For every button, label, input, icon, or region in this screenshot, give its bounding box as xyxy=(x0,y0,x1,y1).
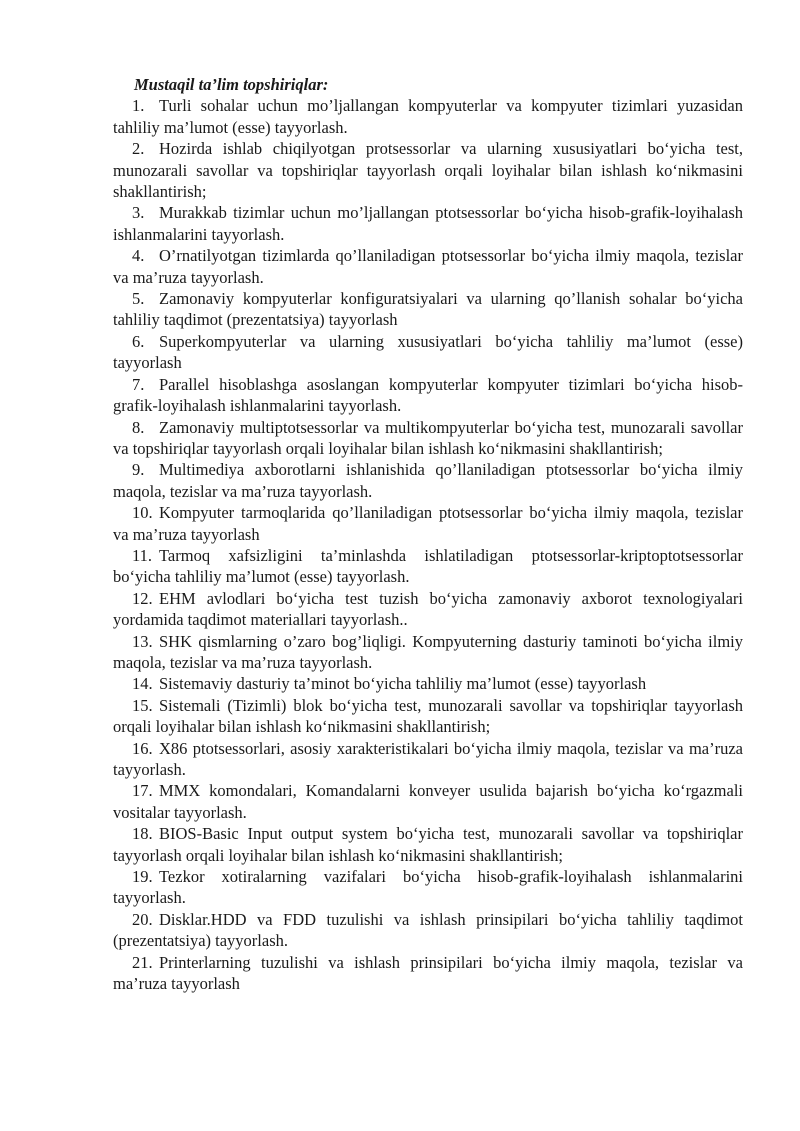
task-item xyxy=(113,374,743,417)
task-number: 15. xyxy=(132,695,153,715)
task-text: Zamonaviy multiptotsessorlar va multikompyuterlar bo‘yicha test, munozarali savollar va topshiriqlar tayyorlash orqali loyihalar bilan ishlash ko‘nikmasini shakllantirish; xyxy=(113,417,743,458)
task-text: MMX komondalari, Komandalarni konveyer usulida bajarish bo‘yicha ko‘rgazmali vositalar tayyorlash. xyxy=(113,781,743,822)
task-text: Zamonaviy kompyuterlar konfiguratsiyalari va ularning qo’llanish sohalar bo‘yicha tahliliy taqdimot (prezentatsiya) tayyorlash xyxy=(113,289,743,330)
task-item xyxy=(113,823,743,866)
task-item xyxy=(113,202,743,245)
document-page xyxy=(113,74,743,994)
task-item xyxy=(113,459,743,502)
task-text: Sistemaviy dasturiy ta’minot bo‘yicha tahliliy ma’lumot (esse) tayyorlash xyxy=(159,674,647,694)
task-text: Murakkab tizimlar uchun mo’ljallangan ptotsessorlar bo‘yicha hisob-grafik-loyihalash ishlanmalarini tayyorlash. xyxy=(113,203,743,244)
task-number: 12. xyxy=(132,588,153,608)
task-number: 21. xyxy=(132,952,153,972)
task-item xyxy=(113,417,743,460)
task-item xyxy=(113,695,743,738)
task-number: 14. xyxy=(132,674,153,694)
task-item xyxy=(113,866,743,909)
task-list xyxy=(113,95,743,994)
task-text: EHM avlodlari bo‘yicha test tuzish bo‘yicha zamonaviy axborot texnologiyalari yordamida taqdimot materiallari tayyorlash.. xyxy=(113,588,743,630)
task-item xyxy=(113,631,743,674)
task-number: 5. xyxy=(132,289,145,309)
task-item xyxy=(113,780,743,823)
task-text: Parallel hisoblashga asoslangan kompyuterlar kompyuter tizimlari bo‘yicha hisob-grafik-loyihalash ishlanmalarini tayyorlash. xyxy=(113,374,743,416)
task-number: 20. xyxy=(132,909,153,929)
task-number: 11. xyxy=(132,545,153,565)
task-item xyxy=(113,245,743,288)
task-number: 3. xyxy=(132,203,145,223)
task-item xyxy=(113,502,743,545)
task-item xyxy=(113,738,743,781)
task-item xyxy=(113,138,743,202)
task-number: 1. xyxy=(132,96,145,116)
task-number: 4. xyxy=(132,246,145,266)
task-text: Tezkor xotiralarning vazifalari bo‘yicha hisob-grafik-loyihalash ishlanmalarini tayyorlash. xyxy=(113,867,743,908)
task-item xyxy=(113,952,743,995)
task-text: O’rnatilyotgan tizimlarda qo’llaniladigan ptotsessorlar bo‘yicha ilmiy maqola, tezislar va ma’ruza tayyorlash. xyxy=(113,246,743,287)
task-number: 8. xyxy=(132,417,145,437)
task-text: Tarmoq xafsizligini ta’minlashda ishlatiladigan ptotsessorlar-kriptoptotsessorlar bo‘yicha tahliliy ma’lumot (esse) tayyorlash. xyxy=(113,545,743,587)
task-item xyxy=(113,95,743,138)
task-text: Hozirda ishlab chiqilyotgan protsessorlar va ularning xususiyatlari bo‘yicha test, munozarali savollar va topshiriqlar tayyorlash orqali loyihalar bilan ishlash ko‘nikmasini shakllantirish; xyxy=(113,139,743,202)
task-text: Kompyuter tarmoqlarida qo’llaniladigan ptotsessorlar bo‘yicha ilmiy maqola, tezislar va ma’ruza tayyorlash xyxy=(113,503,743,544)
task-number: 9. xyxy=(132,460,145,480)
task-number: 10. xyxy=(132,503,153,523)
task-text: X86 ptotsessorlari, asosiy xarakteristikalari bo‘yicha ilmiy maqola, tezislar va ma’ruza tayyorlash. xyxy=(113,738,743,779)
task-item xyxy=(113,909,743,952)
task-text: Superkompyuterlar va ularning xususiyatlari bo‘yicha tahliliy ma’lumot (esse) tayyorlash xyxy=(113,331,743,373)
task-number: 13. xyxy=(132,631,153,651)
task-item xyxy=(113,545,743,588)
task-text: Disklar.HDD va FDD tuzulishi va ishlash prinsipilari bo‘yicha tahliliy taqdimot (prezentatsiya) tayyorlash. xyxy=(113,909,743,951)
section-heading: Mustaqil ta’lim topshiriqlar: xyxy=(134,75,329,94)
task-text: SHK qismlarning o’zaro bog’liqligi. Kompyuterning dasturiy taminoti bo‘yicha ilmiy maqola, tezislar va ma’ruza tayyorlash. xyxy=(113,631,743,672)
task-number: 2. xyxy=(132,139,145,159)
task-item xyxy=(113,331,743,374)
task-text: Printerlarning tuzulishi va ishlash prinsipilari bo‘yicha ilmiy maqola, tezislar va ma’ruza tayyorlash xyxy=(113,952,743,994)
task-number: 19. xyxy=(132,867,153,887)
task-text: Multimediya axborotlarni ishlanishida qo’llaniladigan ptotsessorlar bo‘yicha ilmiy maqola, tezislar va ma’ruza tayyorlash. xyxy=(113,460,743,501)
task-number: 7. xyxy=(132,374,145,394)
task-item xyxy=(113,588,743,631)
task-number: 17. xyxy=(132,781,153,801)
task-item xyxy=(113,673,743,694)
task-text: Sistemali (Tizimli) blok bo‘yicha test, munozarali savollar va topshiriqlar tayyorlash orqali loyihalar bilan ishlash ko‘nikmasini shakllantirish; xyxy=(113,695,743,737)
task-text: BIOS-Basic Input output system bo‘yicha test, munozarali savollar va topshiriqlar tayyorlash orqali loyihalar bilan ishlash ko‘nikmasini shakllantirish; xyxy=(113,824,743,865)
task-number: 16. xyxy=(132,738,153,758)
task-number: 6. xyxy=(132,331,145,351)
task-item xyxy=(113,288,743,331)
task-number: 18. xyxy=(132,824,153,844)
task-text: Turli sohalar uchun mo’ljallangan kompyuterlar va kompyuter tizimlari yuzasidan tahliliy ma’lumot (esse) tayyorlash. xyxy=(113,96,743,137)
